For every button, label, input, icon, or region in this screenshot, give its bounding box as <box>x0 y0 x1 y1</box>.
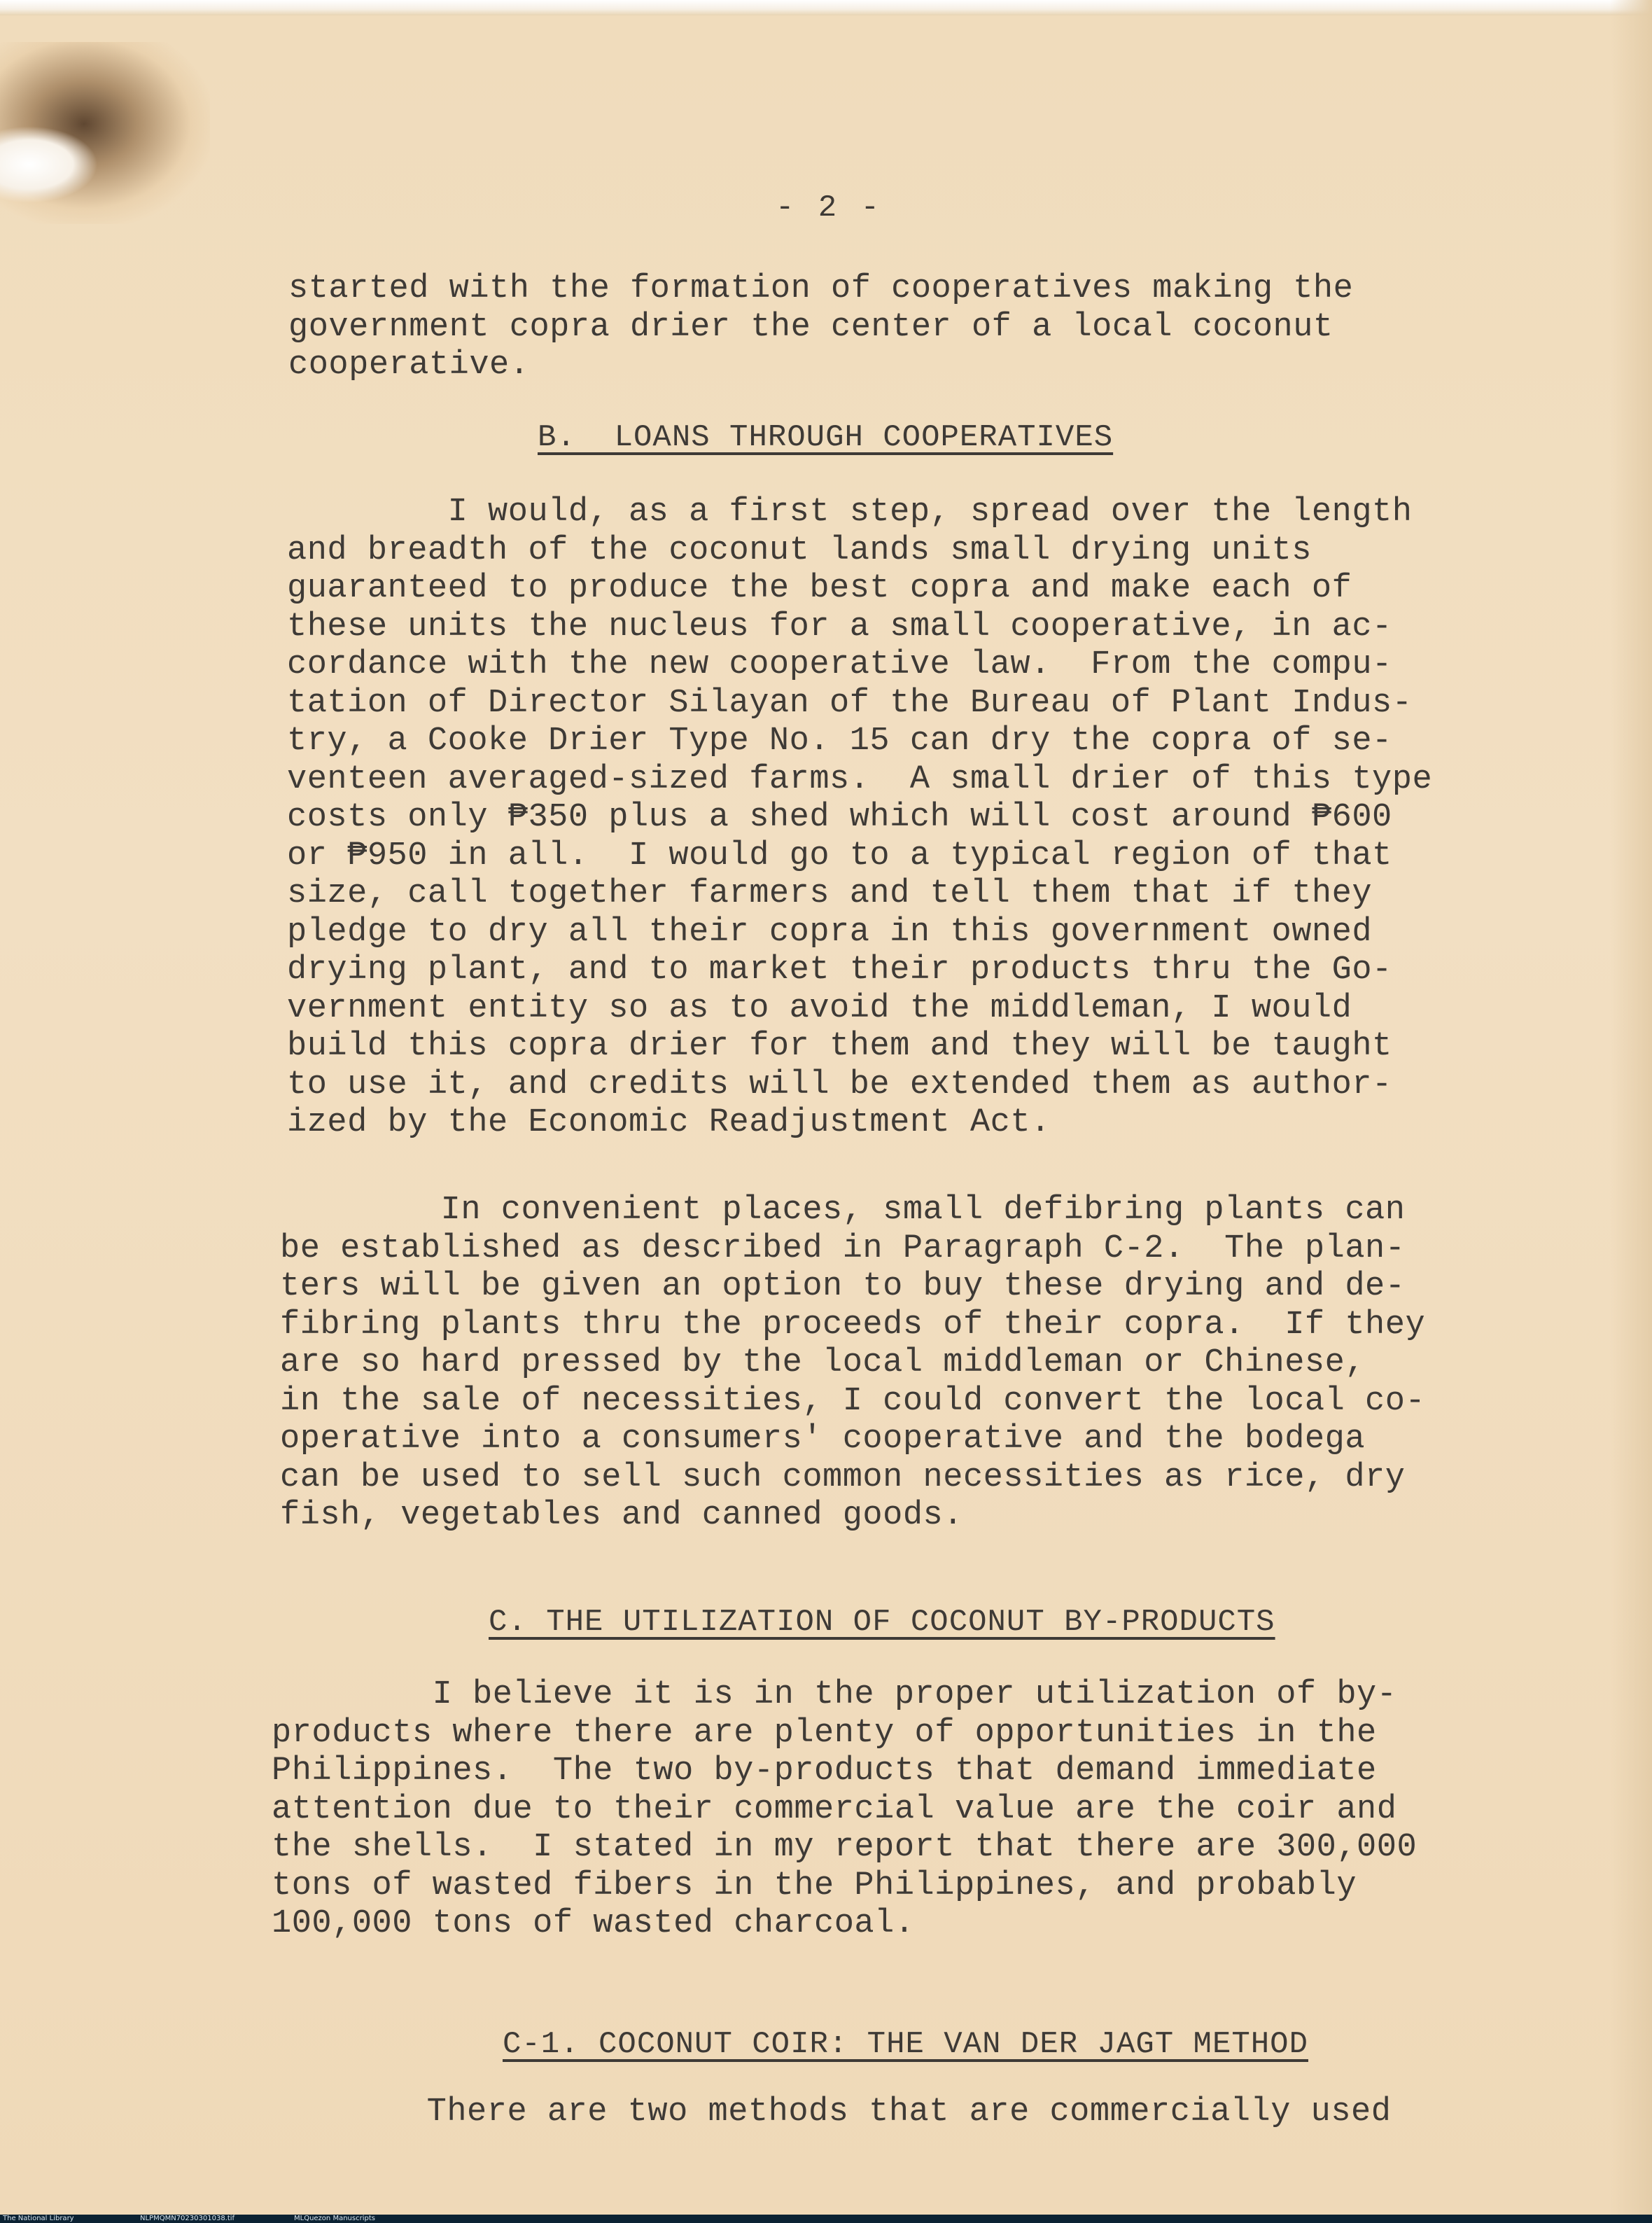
intro-paragraph <box>288 270 1353 385</box>
text-line: ters will be given an option to buy these drying and de- <box>280 1268 1406 1305</box>
page-number: - 2 - <box>776 190 883 225</box>
archive-footer-bar <box>0 2215 1652 2223</box>
footer-filename: NLPMQMN70230301038.tif <box>140 2215 235 2222</box>
footer-collection: MLQuezon Manuscripts <box>294 2215 375 2222</box>
text-line: costs only ₱350 plus a shed which will cost around ₱600 <box>287 799 1392 836</box>
text-line: Philippines. The two by-products that demand immediate <box>272 1752 1377 1790</box>
text-line: government copra drier the center of a local coconut <box>288 308 1334 346</box>
text-line: attention due to their commercial value are the coir and <box>272 1790 1397 1828</box>
text-line: build this copra drier for them and they will be taught <box>287 1028 1392 1065</box>
text-line: tation of Director Silayan of the Bureau of Plant Indus- <box>287 684 1413 722</box>
text-line: cooperative. <box>288 347 530 384</box>
text-line: ized by the Economic Readjustment Act. <box>287 1104 1051 1141</box>
text-line: fibring plants thru the proceeds of their copra. If they <box>280 1306 1426 1344</box>
text-line: the shells. I stated in my report that there are 300,000 <box>272 1829 1418 1866</box>
section-c-heading: C. THE UTILIZATION OF COCONUT BY-PRODUCTS <box>489 1605 1275 1640</box>
text-line: to use it, and credits will be extended them as author- <box>287 1066 1392 1103</box>
text-line: I believe it is in the proper utilization of by- <box>272 1676 1397 1713</box>
section-c1-paragraph-1 <box>266 2093 1391 2132</box>
section-b-paragraph-2 <box>280 1192 1425 1535</box>
text-line: In convenient places, small defibring plants can <box>280 1192 1406 1229</box>
text-line: operative into a consumers' cooperative and the bodega <box>280 1421 1366 1458</box>
text-line: are so hard pressed by the local middleman or Chinese, <box>280 1344 1366 1381</box>
text-line: drying plant, and to market their products thru the Go- <box>287 952 1392 989</box>
text-line: size, call together farmers and tell them that if they <box>287 875 1373 912</box>
footer-library: The National Library <box>3 2215 74 2222</box>
text-line: these units the nucleus for a small cooperative, in ac- <box>287 608 1392 646</box>
text-line: or ₱950 in all. I would go to a typical region of that <box>287 837 1392 874</box>
text-line: pledge to dry all their copra in this government owned <box>287 913 1373 951</box>
text-line: and breadth of the coconut lands small drying units <box>287 531 1312 569</box>
text-line: products where there are plenty of opportunities in the <box>272 1714 1377 1752</box>
text-line: I would, as a first step, spread over the length <box>287 494 1413 531</box>
section-b-heading: B. LOANS THROUGH COOPERATIVES <box>538 420 1114 455</box>
text-line: vernment entity so as to avoid the middleman, I would <box>287 989 1352 1027</box>
text-line: try, a Cooke Drier Type No. 15 can dry the copra of se- <box>287 723 1392 760</box>
text-line: started with the formation of cooperatives making the <box>288 270 1354 307</box>
section-c1-heading: C-1. COCONUT COIR: THE VAN DER JAGT METHOD <box>503 2027 1308 2062</box>
text-line: There are two methods that are commercially used <box>266 2093 1392 2131</box>
section-b-paragraph-1 <box>287 494 1432 1143</box>
text-line: in the sale of necessities, I could convert the local co- <box>280 1382 1426 1420</box>
text-line: tons of wasted fibers in the Philippines, and probably <box>272 1867 1357 1904</box>
section-c-paragraph-1 <box>272 1676 1417 1944</box>
text-line: guaranteed to produce the best copra and make each of <box>287 570 1352 607</box>
text-line: can be used to sell such common necessities as rice, dry <box>280 1458 1406 1496</box>
text-line: be established as described in Paragraph C-2. The plan- <box>280 1229 1406 1267</box>
text-line: fish, vegetables and canned goods. <box>280 1497 963 1534</box>
text-line: venteen averaged-sized farms. A small drier of this type <box>287 760 1433 798</box>
text-line: 100,000 tons of wasted charcoal. <box>272 1905 915 1942</box>
text-line: cordance with the new cooperative law. From the compu- <box>287 646 1392 683</box>
